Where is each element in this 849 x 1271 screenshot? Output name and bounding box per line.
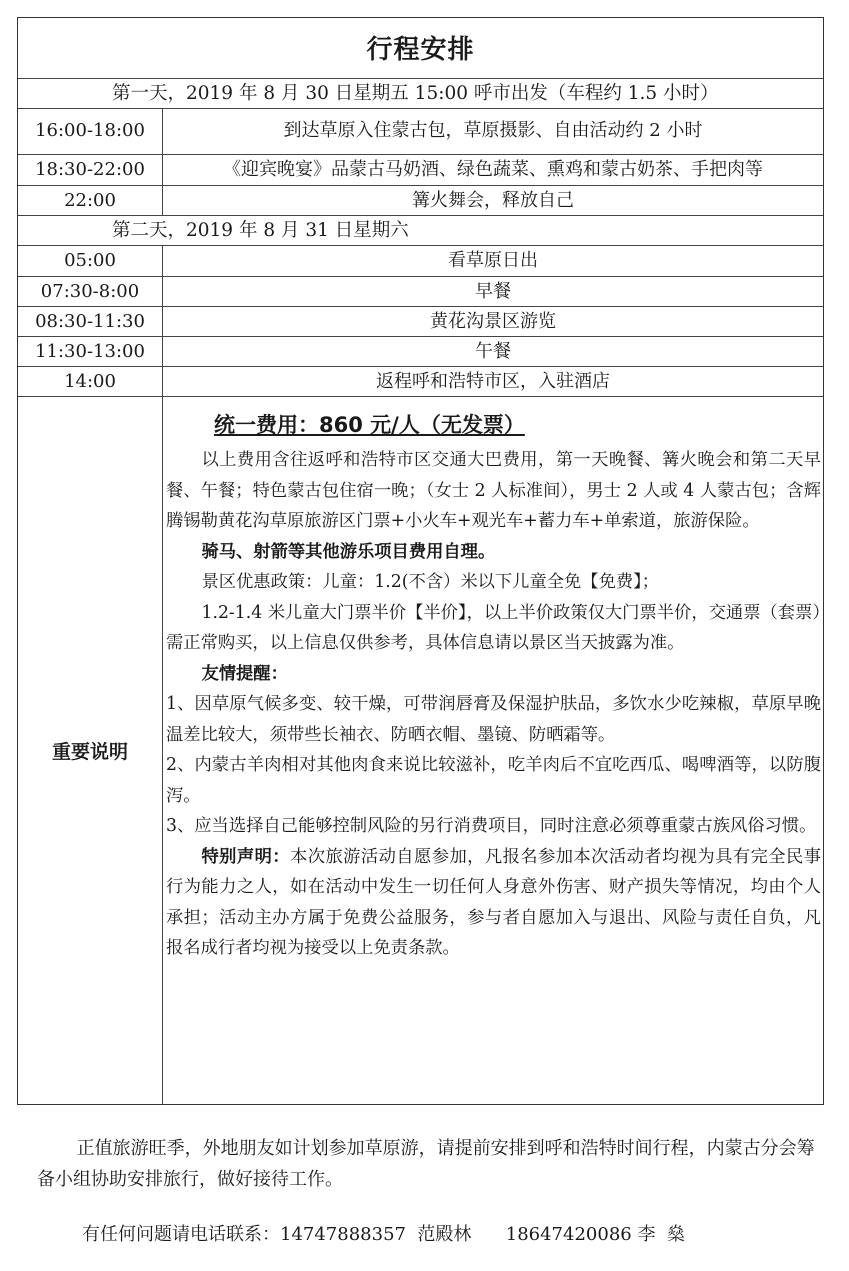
tips-title: 友情提醒： bbox=[201, 663, 288, 684]
activity-cell: 看草原日出 bbox=[448, 250, 538, 271]
activity-cell: 早餐 bbox=[475, 281, 511, 302]
activity-cell: 午餐 bbox=[475, 341, 511, 362]
day1-header: 第一天，2019 年 8 月 30 日星期五 15:00 呼市出发（车程约 1.5 小时） bbox=[18, 78, 823, 108]
notes-label: 重要说明 bbox=[18, 397, 163, 1104]
schedule-row bbox=[18, 245, 823, 276]
itinerary-table bbox=[17, 17, 824, 1105]
activity-cell: 返程呼和浩特市区，入驻酒店 bbox=[376, 371, 610, 392]
schedule-row bbox=[18, 185, 823, 215]
schedule-row bbox=[18, 306, 823, 336]
schedule-row bbox=[18, 366, 823, 396]
disclaimer-text: 本次旅游活动自愿参加，凡报名参加本次活动者均视为具有完全民事行为能力之人，如在活动中发生一切任何人身意外伤害、财产损失等情况，均由个人承担；活动主办方属于免费公益服务，参与者自愿加入与退出、风险与责任自负，凡报名成行者均视为接受以上免责条款。 bbox=[166, 846, 821, 958]
time-cell: 11:30-13:00 bbox=[18, 337, 163, 366]
time-cell: 08:30-11:30 bbox=[18, 307, 163, 336]
schedule-row bbox=[18, 336, 823, 366]
time-cell: 18:30-22:00 bbox=[18, 155, 163, 185]
activity-cell: 《迎宾晚宴》品蒙古马奶酒、绿色蔬菜、熏鸡和蒙古奶茶、手把肉等 bbox=[223, 159, 763, 180]
notes-content bbox=[163, 397, 823, 1104]
tip-item: 3、应当选择自己能够控制风险的另行消费项目，同时注意必须尊重蒙古族风俗习惯。 bbox=[166, 816, 817, 836]
disclaimer bbox=[166, 842, 821, 964]
contact-line: 有任何问题请电话联系：14747888357 范殿林 18647420086 李 燊 bbox=[82, 1224, 685, 1245]
activity-cell: 到达草原入住蒙古包，草原摄影、自由活动约 2 小时 bbox=[283, 120, 703, 141]
page-title: 行程安排 bbox=[366, 35, 475, 65]
time-cell: 16:00-18:00 bbox=[18, 109, 163, 154]
schedule-row bbox=[18, 276, 823, 306]
day2-header: 第二天，2019 年 8 月 31 日星期六 bbox=[18, 215, 823, 245]
discount-detail: 1.2-1.4 米儿童大门票半价【半价】，以上半价政策仅大门票半价，交通票（套票）需正常购买，以上信息仅供参考，具体信息请以景区当天披露为准。 bbox=[166, 602, 821, 653]
discount-policy: 景区优惠政策：儿童：1.2(不含）米以下儿童全免【免费】； bbox=[201, 572, 660, 592]
footer-paragraph: 正值旅游旺季，外地朋友如计划参加草原游，请提前安排到呼和浩特时间行程，内蒙古分会筹备小组协助安排旅行，做好接待工作。 bbox=[37, 1138, 815, 1190]
time-cell: 14:00 bbox=[18, 367, 163, 396]
time-cell: 22:00 bbox=[18, 186, 163, 215]
tip-item: 2、内蒙古羊肉相对其他肉食来说比较滋补，吃羊肉后不宜吃西瓜、喝啤酒等，以防腹泻。 bbox=[166, 755, 821, 806]
important-notes-row bbox=[18, 396, 823, 1104]
tip-item: 1、因草原气候多变、较干燥，可带润唇膏及保湿护肤品，多饮水少吃辣椒，草原早晚温差比较大，须带些长袖衣、防晒衣帽、墨镜、防晒霜等。 bbox=[166, 694, 821, 745]
activity-cell: 篝火舞会，释放自己 bbox=[412, 190, 574, 211]
time-cell: 05:00 bbox=[18, 246, 163, 276]
fee-heading: 统一费用：860 元/人（无发票） bbox=[214, 413, 525, 437]
time-cell: 07:30-8:00 bbox=[18, 277, 163, 306]
disclaimer-title: 特别声明： bbox=[201, 846, 291, 867]
schedule-row bbox=[18, 154, 823, 185]
self-pay-note: 骑马、射箭等其他游乐项目费用自理。 bbox=[201, 541, 496, 562]
fee-detail: 以上费用含往返呼和浩特市区交通大巴费用，第一天晚餐、篝火晚会和第二天早餐、午餐；特色蒙古包住宿一晚；（女士 2 人标准间），男士 2 人或 4 人蒙古包；含辉腾锡勒黄花沟草原旅游区门票+小火车+观光车+蓄力车+单索道，旅游保险。 bbox=[166, 450, 821, 531]
schedule-row bbox=[18, 108, 823, 154]
activity-cell: 黄花沟景区游览 bbox=[430, 311, 556, 332]
